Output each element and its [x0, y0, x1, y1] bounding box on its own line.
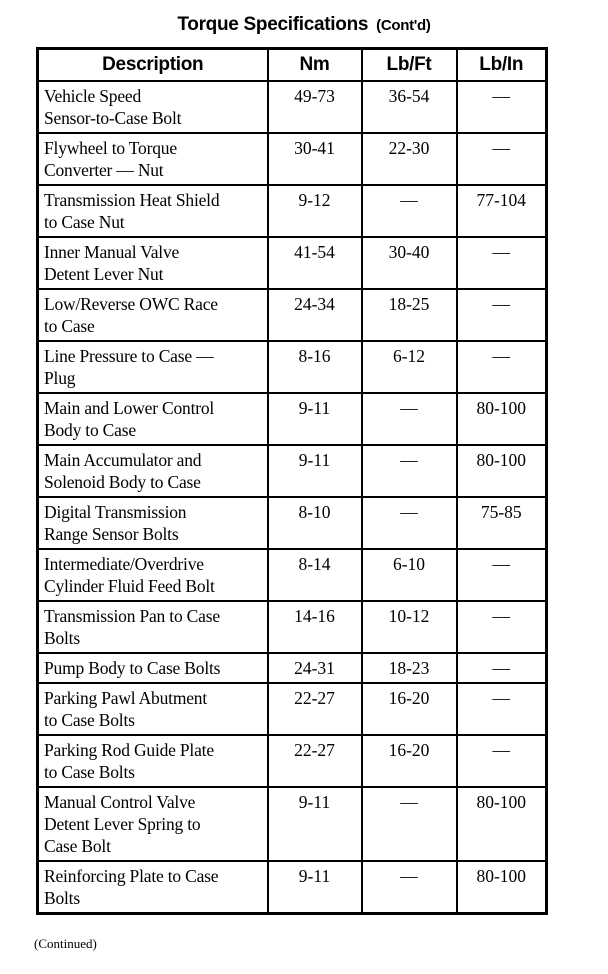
description-line: Parking Rod Guide Plate	[44, 740, 214, 760]
table-row	[38, 787, 547, 861]
title-suffix: (Cont'd)	[376, 17, 431, 34]
cell-lbft: 36-54	[362, 81, 457, 133]
cell-lbft: —	[362, 497, 457, 549]
column-header-lbft: Lb/Ft	[362, 49, 457, 82]
cell-nm: 41-54	[268, 237, 362, 289]
cell-lbin: —	[457, 81, 547, 133]
cell-lbft: 18-25	[362, 289, 457, 341]
description-line: Bolts	[44, 888, 80, 908]
cell-lbft: 18-23	[362, 653, 457, 683]
page-title	[0, 14, 608, 36]
cell-nm: 9-11	[268, 393, 362, 445]
cell-lbin: —	[457, 237, 547, 289]
cell-description	[38, 133, 268, 185]
cell-lbin: 75-85	[457, 497, 547, 549]
cell-lbft: 6-12	[362, 341, 457, 393]
cell-nm: 8-16	[268, 341, 362, 393]
description-line: Inner Manual Valve	[44, 242, 180, 262]
table-row	[38, 683, 547, 735]
cell-lbft: 30-40	[362, 237, 457, 289]
cell-lbft: —	[362, 185, 457, 237]
description-line: to Case Bolts	[44, 762, 135, 782]
description-line: Detent Lever Spring to	[44, 814, 201, 834]
table-row	[38, 549, 547, 601]
cell-description	[38, 497, 268, 549]
torque-spec-table	[36, 47, 548, 915]
table-body	[38, 81, 547, 914]
cell-description	[38, 445, 268, 497]
cell-nm: 9-11	[268, 861, 362, 914]
description-line: Bolts	[44, 628, 80, 648]
description-line: Converter — Nut	[44, 160, 164, 180]
cell-lbft: —	[362, 445, 457, 497]
description-line: Main Accumulator and	[44, 450, 202, 470]
cell-nm: 24-31	[268, 653, 362, 683]
cell-lbin: —	[457, 735, 547, 787]
table-row	[38, 393, 547, 445]
continued-note: (Continued)	[34, 936, 97, 951]
cell-nm: 9-12	[268, 185, 362, 237]
description-line: Low/Reverse OWC Race	[44, 294, 218, 314]
cell-lbft: 10-12	[362, 601, 457, 653]
description-line: Body to Case	[44, 420, 136, 440]
cell-lbin: 77-104	[457, 185, 547, 237]
cell-nm: 14-16	[268, 601, 362, 653]
cell-nm: 22-27	[268, 735, 362, 787]
description-line: Solenoid Body to Case	[44, 472, 201, 492]
table-row	[38, 861, 547, 914]
header-row	[38, 49, 547, 82]
cell-lbft: 6-10	[362, 549, 457, 601]
cell-lbft: 22-30	[362, 133, 457, 185]
description-line: Pump Body to Case Bolts	[44, 658, 221, 678]
cell-lbft: —	[362, 861, 457, 914]
cell-description	[38, 861, 268, 914]
cell-lbin: 80-100	[457, 861, 547, 914]
table-row	[38, 445, 547, 497]
table-row	[38, 133, 547, 185]
cell-description	[38, 601, 268, 653]
cell-nm: 22-27	[268, 683, 362, 735]
cell-description	[38, 341, 268, 393]
cell-lbft: —	[362, 787, 457, 861]
cell-nm: 9-11	[268, 787, 362, 861]
description-line: Sensor-to-Case Bolt	[44, 108, 182, 128]
description-line: Transmission Heat Shield	[44, 190, 220, 210]
table-row	[38, 237, 547, 289]
table-row	[38, 81, 547, 133]
cell-nm: 49-73	[268, 81, 362, 133]
description-line: Transmission Pan to Case	[44, 606, 220, 626]
cell-description	[38, 653, 268, 683]
description-line: Parking Pawl Abutment	[44, 688, 208, 708]
cell-lbin: —	[457, 289, 547, 341]
cell-lbin: —	[457, 683, 547, 735]
cell-nm: 30-41	[268, 133, 362, 185]
column-header-lbin: Lb/In	[457, 49, 547, 82]
description-line: Cylinder Fluid Feed Bolt	[44, 576, 215, 596]
description-line: Plug	[44, 368, 76, 388]
cell-nm: 24-34	[268, 289, 362, 341]
title-main: Torque Specifications	[177, 14, 369, 35]
cell-nm: 9-11	[268, 445, 362, 497]
cell-description	[38, 81, 268, 133]
table-row	[38, 653, 547, 683]
cell-description	[38, 683, 268, 735]
cell-description	[38, 393, 268, 445]
description-line: Vehicle Speed	[44, 86, 142, 106]
cell-lbin: —	[457, 601, 547, 653]
description-line: Detent Lever Nut	[44, 264, 164, 284]
cell-lbin: 80-100	[457, 445, 547, 497]
cell-lbin: 80-100	[457, 787, 547, 861]
cell-lbin: —	[457, 549, 547, 601]
cell-lbft: 16-20	[362, 683, 457, 735]
description-line: to Case Nut	[44, 212, 125, 232]
description-line: to Case	[44, 316, 95, 336]
cell-nm: 8-10	[268, 497, 362, 549]
cell-description	[38, 289, 268, 341]
description-line: Case Bolt	[44, 836, 111, 856]
description-line: to Case Bolts	[44, 710, 135, 730]
table-row	[38, 497, 547, 549]
description-line: Line Pressure to Case —	[44, 346, 214, 366]
cell-lbft: 16-20	[362, 735, 457, 787]
cell-nm: 8-14	[268, 549, 362, 601]
table-row	[38, 185, 547, 237]
cell-lbin: 80-100	[457, 393, 547, 445]
column-header-nm: Nm	[268, 49, 362, 82]
table-row	[38, 341, 547, 393]
description-line: Manual Control Valve	[44, 792, 196, 812]
description-line: Range Sensor Bolts	[44, 524, 179, 544]
cell-lbin: —	[457, 653, 547, 683]
cell-description	[38, 549, 268, 601]
cell-description	[38, 735, 268, 787]
description-line: Reinforcing Plate to Case	[44, 866, 219, 886]
table-row	[38, 601, 547, 653]
cell-lbin: —	[457, 341, 547, 393]
table-row	[38, 289, 547, 341]
description-line: Digital Transmission	[44, 502, 187, 522]
cell-description	[38, 237, 268, 289]
column-header-description: Description	[38, 49, 268, 82]
cell-description	[38, 787, 268, 861]
cell-lbin: —	[457, 133, 547, 185]
description-line: Intermediate/Overdrive	[44, 554, 204, 574]
cell-lbft: —	[362, 393, 457, 445]
description-line: Main and Lower Control	[44, 398, 215, 418]
description-line: Flywheel to Torque	[44, 138, 177, 158]
table-row	[38, 735, 547, 787]
cell-description	[38, 185, 268, 237]
